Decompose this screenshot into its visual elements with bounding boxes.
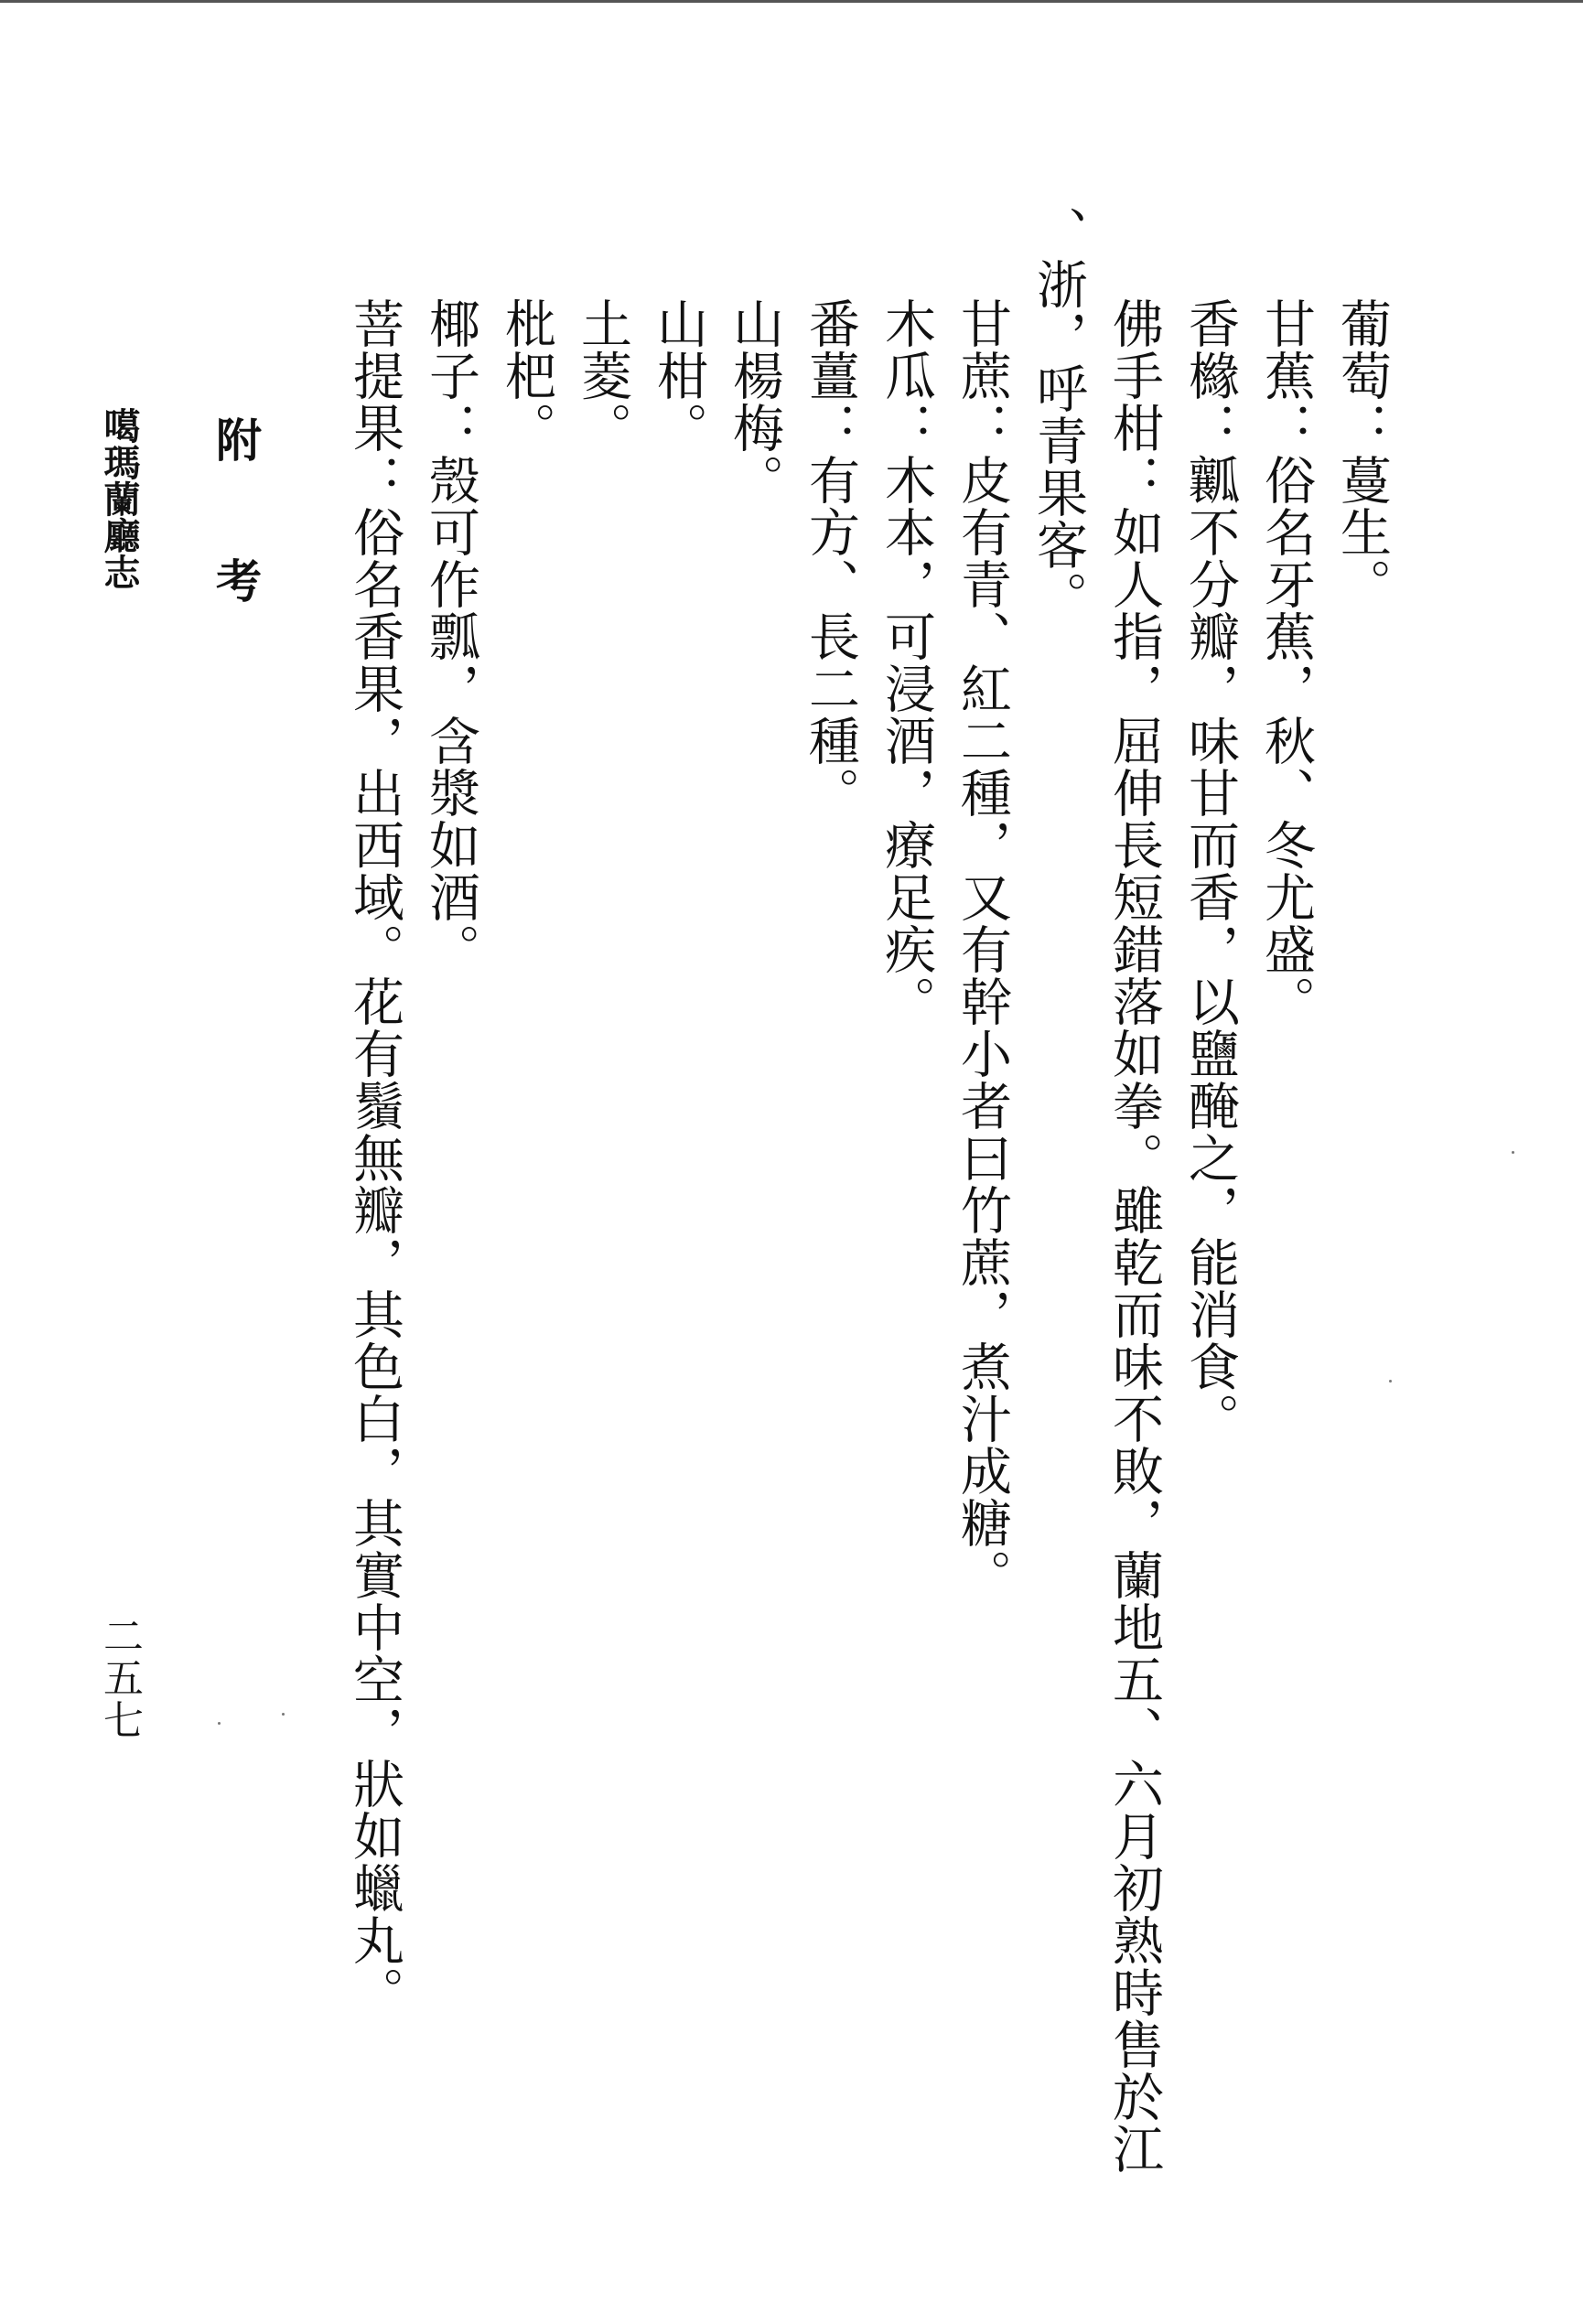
entry-pepper: 番薑：有方、長二種。 <box>801 297 860 819</box>
entry-banana: 甘蕉：俗名牙蕉，秋、冬尤盛。 <box>1256 297 1316 1028</box>
scan-speck <box>282 1713 285 1716</box>
entry-papaya: 木瓜：木本，可浸酒，療足疾。 <box>877 297 936 1028</box>
book-title: 噶瑪蘭廳志 <box>98 407 141 590</box>
section-heading-char-2: 考 <box>209 557 263 603</box>
entry-loquat: 枇杷。 <box>497 297 556 454</box>
page-number: 二五七 <box>96 1615 143 1741</box>
entry-bodhi-fruit: 菩提果：俗名香果，出西域。花有鬚無瓣，其色白，其實中空，狀如蠟丸。 <box>345 297 404 2018</box>
scan-speck <box>1389 1380 1392 1383</box>
scan-speck <box>218 1722 221 1725</box>
entry-buddhas-hand: 佛手柑：如人指，屈伸長短錯落如拳。雖乾而味不敗，蘭地五、六月初熟時售於江 <box>1104 297 1164 2175</box>
entry-citron: 香櫞：瓤不分瓣，味甘而香，以鹽醃之，能消食。 <box>1180 297 1240 1445</box>
entry-coconut: 椰子：殼可作瓢，含漿如酒。 <box>421 297 480 975</box>
entry-grape: 葡萄：蔓生。 <box>1332 297 1392 610</box>
entry-mandarin: 山柑。 <box>649 297 708 454</box>
entry-sugarcane: 甘蔗：皮有青、紅二種，又有幹小者曰竹蔗，煮汁成糖。 <box>953 297 1012 1601</box>
top-border-line <box>0 0 1583 3</box>
scan-speck <box>1512 1151 1514 1154</box>
section-heading-char-1: 附 <box>209 416 263 462</box>
section-heading <box>209 416 263 603</box>
entry-bayberry: 山楊梅。 <box>725 297 784 506</box>
entry-buddhas-hand-continued: 、浙，呼青果客。 <box>1028 206 1088 623</box>
entry-water-caltrop: 土菱。 <box>573 297 632 454</box>
